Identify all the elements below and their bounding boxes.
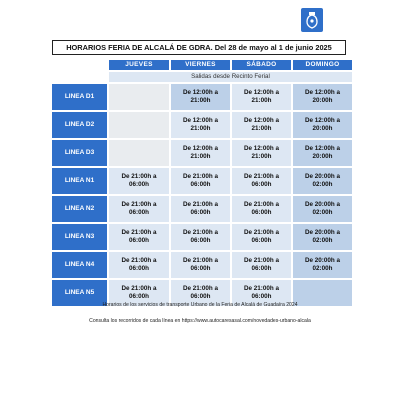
line-label: LINEA D3 [52,140,107,166]
schedule-cell-sunday: De 12:00h a 20:00h [293,84,352,110]
schedule-cell-thursday [109,140,169,166]
line-label: LINEA N2 [52,196,107,222]
line-label: LINEA N1 [52,168,107,194]
schedule-cell-thursday: De 21:00h a 06:00h [109,280,169,306]
schedule-cell-sunday: De 12:00h a 20:00h [293,112,352,138]
schedule-cell-friday: De 21:00h a 06:00h [171,252,230,278]
schedule-cell-saturday: De 21:00h a 06:00h [232,252,291,278]
schedule-cell-friday: De 21:00h a 06:00h [171,280,230,306]
schedule-title: HORARIOS FERIA DE ALCALÁ DE GDRA. Del 28 de mayo al 1 de junio 2025 [52,40,346,55]
corner-blank [52,60,107,70]
schedule-cell-friday: De 21:00h a 06:00h [171,196,230,222]
schedule-cell-friday: De 21:00h a 06:00h [171,168,230,194]
day-header-saturday: SÁBADO [232,60,291,70]
schedule-cell-thursday: De 21:00h a 06:00h [109,224,169,250]
schedule-cell-thursday: De 21:00h a 06:00h [109,252,169,278]
schedule-cell-friday: De 12:00h a 21:00h [171,140,230,166]
schedule-table [52,60,352,306]
line-label: LINEA D2 [52,112,107,138]
corner-blank-2 [52,72,107,82]
schedule-cell-saturday: De 21:00h a 06:00h [232,280,291,306]
schedule-cell-thursday [109,112,169,138]
schedule-cell-friday: De 12:00h a 21:00h [171,112,230,138]
schedule-cell-sunday: De 20:00h a 02:00h [293,252,352,278]
line-label: LINEA N3 [52,224,107,250]
schedule-cell-thursday: De 21:00h a 06:00h [109,168,169,194]
line-label: LINEA D1 [52,84,107,110]
schedule-cell-sunday: De 20:00h a 02:00h [293,196,352,222]
schedule-cell-friday: De 12:00h a 21:00h [171,84,230,110]
departure-subtitle: Salidas desde Recinto Ferial [109,72,352,82]
schedule-cell-saturday: De 21:00h a 06:00h [232,196,291,222]
schedule-cell-sunday: De 12:00h a 20:00h [293,140,352,166]
day-header-thursday: JUEVES [109,60,169,70]
line-label: LINEA N4 [52,252,107,278]
footer-link-note: Consulta los recorridos de cada línea en https://www.autocaresasal.com/novedades-urbano-alcala [89,318,311,324]
schedule-cell-sunday: De 20:00h a 02:00h [293,168,352,194]
schedule-cell-saturday: De 21:00h a 06:00h [232,168,291,194]
schedule-cell-saturday: De 21:00h a 06:00h [232,224,291,250]
footer-note: Horarios de los servicios de transporte Urbano de la Feria de Alcalá de Guadaíra 2024 [102,302,298,308]
day-header-friday: VIERNES [171,60,230,70]
day-header-sunday: DOMINGO [293,60,352,70]
schedule-cell-saturday: De 12:00h a 21:00h [232,140,291,166]
municipal-crest-icon [301,8,323,32]
schedule-cell-sunday: De 20:00h a 02:00h [293,224,352,250]
schedule-cell-saturday: De 12:00h a 21:00h [232,112,291,138]
schedule-cell-thursday: De 21:00h a 06:00h [109,196,169,222]
schedule-cell-friday: De 21:00h a 06:00h [171,224,230,250]
schedule-cell-saturday: De 12:00h a 21:00h [232,84,291,110]
line-label: LINEA N5 [52,280,107,306]
schedule-cell-thursday [109,84,169,110]
